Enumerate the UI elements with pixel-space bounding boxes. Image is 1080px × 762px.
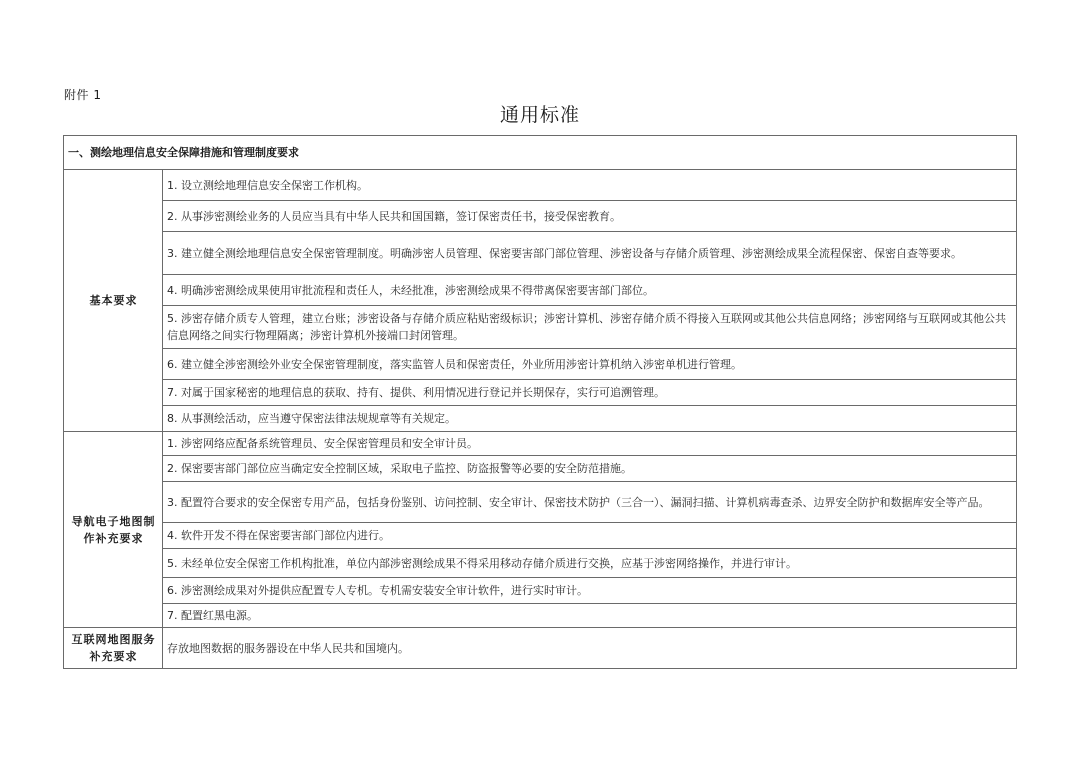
table-row [64, 406, 1017, 432]
requirement-item: 5. 未经单位安全保密工作机构批准，单位内部涉密测绘成果不得采用移动存储介质进行交换，应基于涉密网络操作，并进行审计。 [163, 549, 1017, 578]
table-row [64, 456, 1017, 482]
table-row [64, 523, 1017, 549]
table-row [64, 549, 1017, 578]
table-row [64, 604, 1017, 628]
requirement-item: 2. 保密要害部门部位应当确定安全控制区域，采取电子监控、防盗报警等必要的安全防范措施。 [163, 456, 1017, 482]
table-row [64, 482, 1017, 523]
category-cell-navigation-map: 导航电子地图制作补充要求 [64, 432, 163, 628]
standards-table [63, 135, 1017, 669]
table-row [64, 628, 1017, 669]
attachment-label: 附件 1 [64, 88, 102, 102]
table-row [64, 170, 1017, 201]
table-row [64, 349, 1017, 380]
requirement-item: 4. 软件开发不得在保密要害部门部位内进行。 [163, 523, 1017, 549]
requirement-item: 2. 从事涉密测绘业务的人员应当具有中华人民共和国国籍，签订保密责任书，接受保密教育。 [163, 201, 1017, 232]
requirement-item: 5. 涉密存储介质专人管理，建立台账；涉密设备与存储介质应粘贴密级标识；涉密计算机、涉密存储介质不得接入互联网或其他公共信息网络；涉密网络与互联网或其他公共信息网络之间实行物理隔离；涉密计算机外接端口封闭管理。 [163, 306, 1017, 349]
table-row [64, 380, 1017, 406]
table-row [64, 306, 1017, 349]
table-row [64, 578, 1017, 604]
requirement-item: 1. 设立测绘地理信息安全保密工作机构。 [163, 170, 1017, 201]
section-heading: 一、测绘地理信息安全保障措施和管理制度要求 [64, 136, 1017, 170]
requirement-item: 7. 配置红黑电源。 [163, 604, 1017, 628]
section-heading-row [64, 136, 1017, 170]
requirement-item: 1. 涉密网络应配备系统管理员、安全保密管理员和安全审计员。 [163, 432, 1017, 456]
category-cell-internet-map: 互联网地图服务补充要求 [64, 628, 163, 669]
requirement-item: 8. 从事测绘活动，应当遵守保密法律法规规章等有关规定。 [163, 406, 1017, 432]
table-row [64, 275, 1017, 306]
requirement-item: 6. 建立健全涉密测绘外业安全保密管理制度，落实监管人员和保密责任，外业所用涉密计算机纳入涉密单机进行管理。 [163, 349, 1017, 380]
requirement-item: 4. 明确涉密测绘成果使用审批流程和责任人，未经批准，涉密测绘成果不得带离保密要害部门部位。 [163, 275, 1017, 306]
table-row [64, 201, 1017, 232]
requirement-item: 6. 涉密测绘成果对外提供应配置专人专机。专机需安装安全审计软件，进行实时审计。 [163, 578, 1017, 604]
requirement-item: 3. 配置符合要求的安全保密专用产品，包括身份鉴别、访问控制、安全审计、保密技术防护（三合一）、漏洞扫描、计算机病毒查杀、边界安全防护和数据库安全等产品。 [163, 482, 1017, 523]
table-row [64, 232, 1017, 275]
requirement-item: 3. 建立健全测绘地理信息安全保密管理制度。明确涉密人员管理、保密要害部门部位管理、涉密设备与存储介质管理、涉密测绘成果全流程保密、保密自查等要求。 [163, 232, 1017, 275]
document-title: 通用标准 [499, 104, 580, 126]
category-cell-basic: 基本要求 [64, 170, 163, 432]
requirement-item: 7. 对属于国家秘密的地理信息的获取、持有、提供、利用情况进行登记并长期保存，实行可追溯管理。 [163, 380, 1017, 406]
requirement-item: 存放地图数据的服务器设在中华人民共和国境内。 [163, 628, 1017, 669]
table-row [64, 432, 1017, 456]
